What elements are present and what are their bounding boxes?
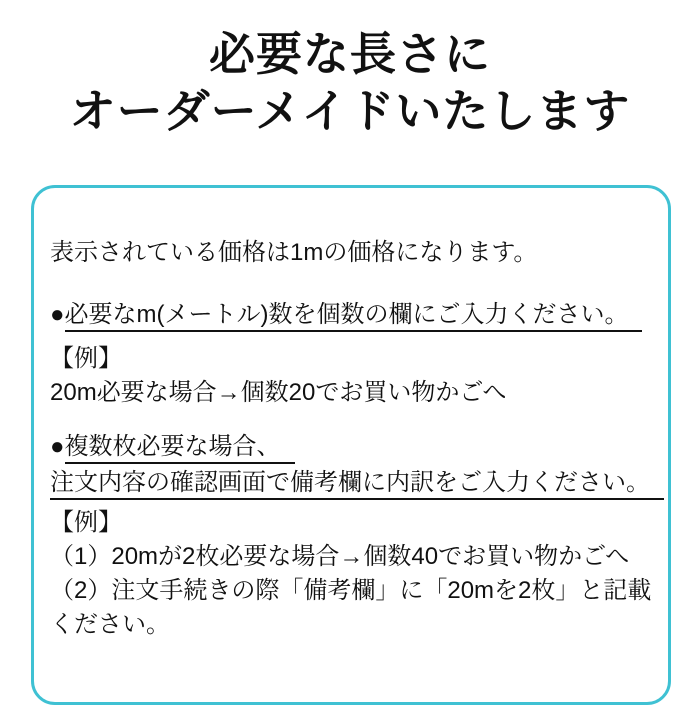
headline-line1: 必要な長さに — [209, 28, 491, 80]
section2-heading-line1-text: 複数枚必要な場合、 — [65, 433, 295, 464]
section2-example-item2: （2）注文手続きの際「備考欄」に「20mを2枚」と記載 — [50, 577, 652, 604]
bullet-icon: ● — [50, 301, 65, 328]
section1-heading — [50, 298, 654, 332]
section2-heading-line2 — [50, 466, 654, 500]
section2-heading-line1 — [50, 430, 654, 464]
price-note: 表示されている価格は1mの価格になります。 — [50, 239, 538, 266]
section2-example-item2-continuation: ください。 — [50, 611, 170, 638]
headline-line2: オーダーメイドいたします — [69, 85, 631, 137]
section1-example-label: 【例】 — [50, 345, 122, 372]
section2-heading-line2-text: 注文内容の確認画面で備考欄に内訳をご入力ください。 — [50, 469, 664, 500]
section1-heading-text: 必要なm(メートル)数を個数の欄にご入力ください。 — [65, 301, 643, 332]
headline — [0, 26, 700, 140]
bullet-icon: ● — [50, 433, 65, 460]
info-box — [31, 185, 671, 705]
section2-example-label: 【例】 — [50, 509, 122, 536]
section1-example-text: 20m必要な場合→個数20でお買い物かごへ — [50, 379, 507, 406]
section2-example-item1: （1）20mが2枚必要な場合→個数40でお買い物かごへ — [50, 543, 630, 570]
